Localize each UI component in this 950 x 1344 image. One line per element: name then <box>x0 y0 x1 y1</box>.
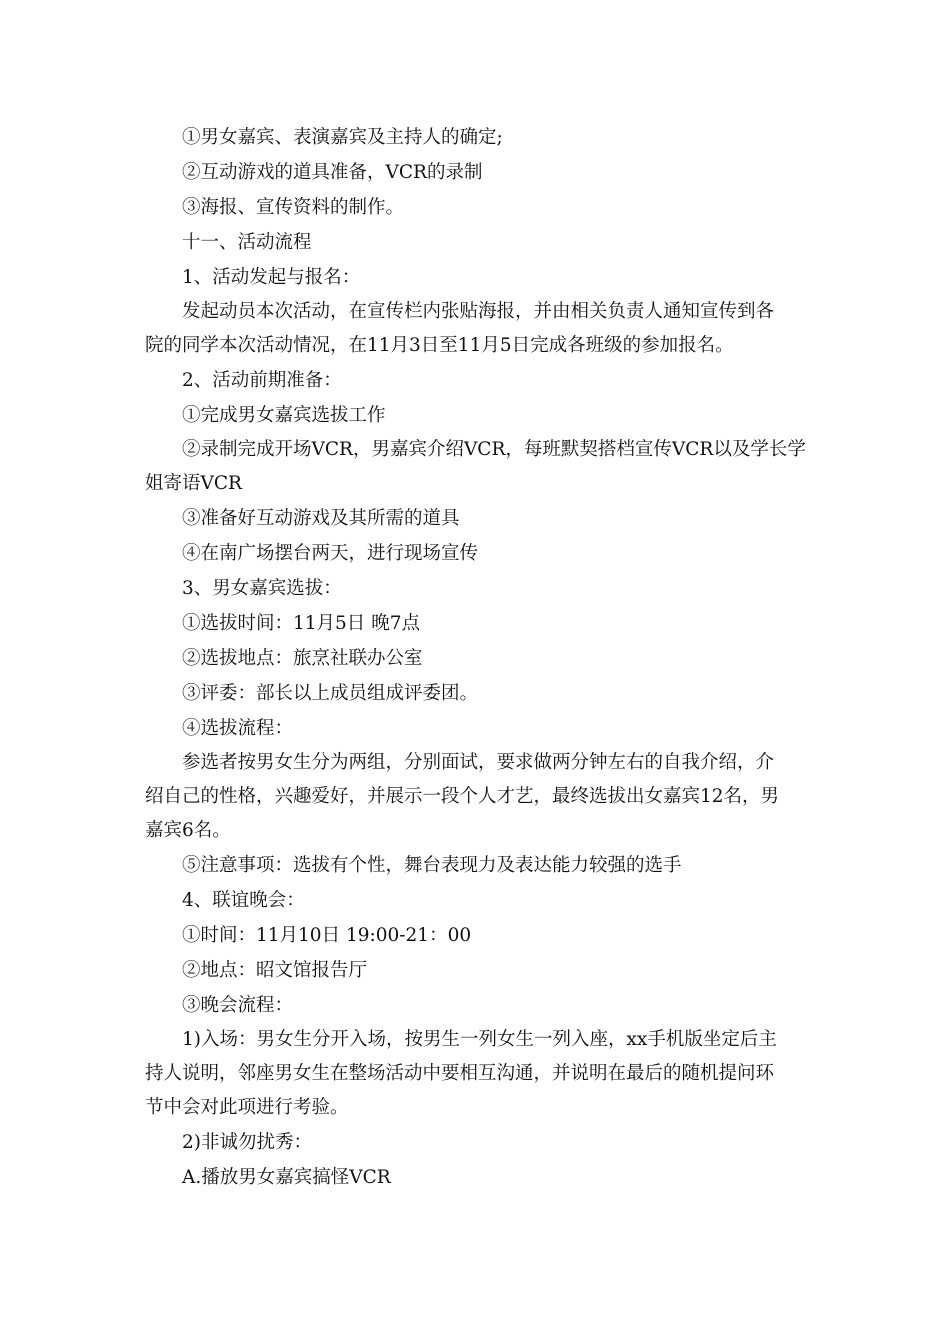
text-line: 绍自己的性格，兴趣爱好，并展示一段个人才艺，最终选拔出女嘉宾12名，男 <box>145 786 780 807</box>
text-line: 2、活动前期准备： <box>182 370 342 391</box>
subsection-heading <box>145 883 807 918</box>
document-body <box>145 120 807 1195</box>
paragraph <box>145 746 807 848</box>
text-line: A.播放男女嘉宾搞怪VCR <box>182 1167 391 1188</box>
text-line: ②录制完成开场VCR，男嘉宾介绍VCR，每班默契搭档宣传VCR以及学长学 <box>182 439 806 460</box>
paragraph <box>145 155 807 190</box>
text-line: 参选者按男女生分为两组，分别面试，要求做两分钟左右的自我介绍，介 <box>182 752 775 773</box>
text-line: ②地点：昭文馆报告厅 <box>182 960 368 981</box>
subsection-heading <box>145 363 807 398</box>
text-line: ③海报、宣传资料的制作。 <box>182 197 405 218</box>
paragraph <box>145 295 807 363</box>
text-line: ⑤注意事项：选拔有个性，舞台表现力及表达能力较强的选手 <box>182 855 682 876</box>
paragraph <box>145 918 807 953</box>
paragraph <box>145 433 807 501</box>
paragraph <box>145 1160 807 1195</box>
text-line: 2)非诚勿扰秀： <box>182 1132 312 1153</box>
paragraph <box>145 1125 807 1160</box>
paragraph <box>145 641 807 676</box>
text-line: ②互动游戏的道具准备，VCR的录制 <box>182 162 483 183</box>
subsection-heading <box>145 571 807 606</box>
paragraph <box>145 398 807 433</box>
text-line: 3、男女嘉宾选拔： <box>182 578 342 599</box>
text-line: ②选拔地点：旅烹社联办公室 <box>182 648 423 669</box>
paragraph <box>145 676 807 711</box>
paragraph <box>145 848 807 883</box>
text-line: ③评委：部长以上成员组成评委团。 <box>182 683 479 704</box>
text-line: 发起动员本次活动，在宣传栏内张贴海报，并由相关负责人通知宣传到各 <box>182 301 775 322</box>
text-line: ④选拔流程： <box>182 718 294 739</box>
text-line: ③准备好互动游戏及其所需的道具 <box>182 508 460 529</box>
text-line: 节中会对此项进行考验。 <box>145 1097 349 1118</box>
paragraph <box>145 120 807 155</box>
subsection-heading <box>145 260 807 295</box>
text-line: ①时间：11月10日 19:00-21：00 <box>182 925 472 946</box>
text-line: ④在南广场摆台两天，进行现场宣传 <box>182 543 479 564</box>
paragraph <box>145 953 807 988</box>
text-line: 1)入场：男女生分开入场，按男生一列女生一列入座，xx手机版坐定后主 <box>182 1029 777 1050</box>
text-line: 1、活动发起与报名： <box>182 267 361 288</box>
text-line: ①完成男女嘉宾选拔工作 <box>182 405 386 426</box>
paragraph <box>145 190 807 225</box>
text-line: 院的同学本次活动情况，在11月3日至11月5日完成各班级的参加报名。 <box>145 335 734 356</box>
paragraph <box>145 988 807 1023</box>
text-line: 十一、活动流程 <box>182 232 312 253</box>
text-line: 姐寄语VCR <box>145 473 242 494</box>
text-line: ③晚会流程： <box>182 995 294 1016</box>
text-line: 嘉宾6名。 <box>145 820 231 841</box>
paragraph <box>145 711 807 746</box>
paragraph <box>145 1023 807 1125</box>
paragraph <box>145 536 807 571</box>
text-line: 4、联谊晚会： <box>182 890 305 911</box>
paragraph <box>145 501 807 536</box>
text-line: ①男女嘉宾、表演嘉宾及主持人的确定; <box>182 127 503 148</box>
section-heading <box>145 225 807 260</box>
text-line: 持人说明，邻座男女生在整场活动中要相互沟通，并说明在最后的随机提问环 <box>145 1063 775 1084</box>
text-line: ①选拔时间：11月5日 晚7点 <box>182 613 420 634</box>
paragraph <box>145 606 807 641</box>
